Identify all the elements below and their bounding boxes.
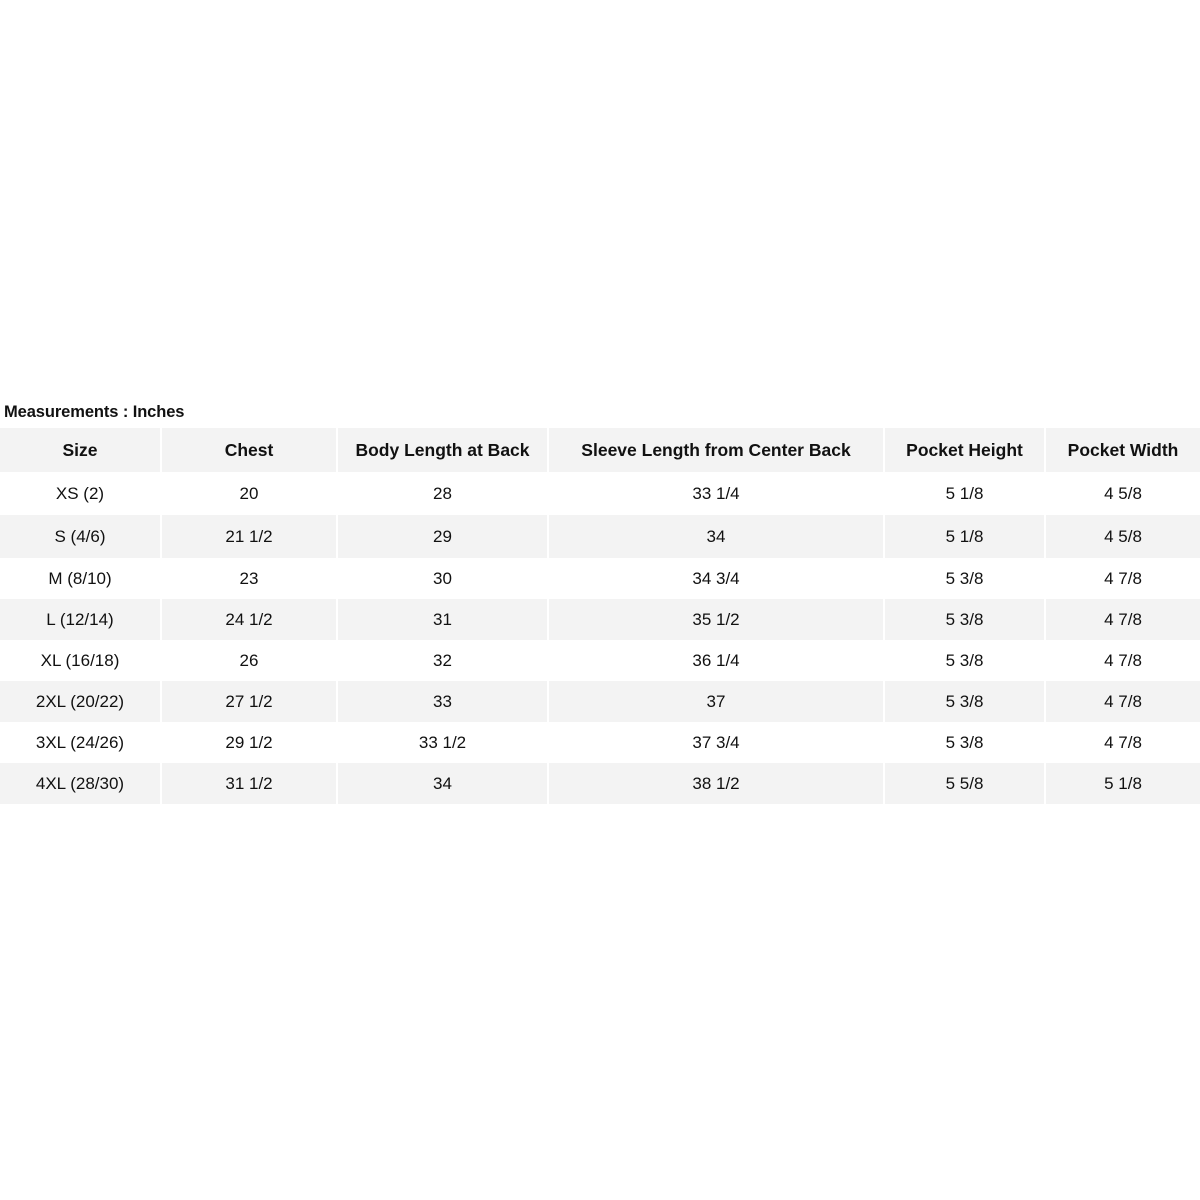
cell-pocket-height: 5 3/8 bbox=[885, 599, 1046, 640]
table-row bbox=[0, 599, 1200, 640]
cell-pocket-height: 5 1/8 bbox=[885, 472, 1046, 515]
cell-sleeve-length: 36 1/4 bbox=[549, 640, 885, 681]
column-header-chest: Chest bbox=[162, 428, 338, 472]
column-header-sleeve-length: Sleeve Length from Center Back bbox=[549, 428, 885, 472]
cell-size: L (12/14) bbox=[0, 599, 162, 640]
cell-body-length: 29 bbox=[338, 515, 549, 558]
cell-pocket-width: 4 7/8 bbox=[1046, 599, 1200, 640]
cell-body-length: 34 bbox=[338, 763, 549, 804]
cell-sleeve-length: 37 3/4 bbox=[549, 722, 885, 763]
cell-chest: 23 bbox=[162, 558, 338, 599]
cell-sleeve-length: 33 1/4 bbox=[549, 472, 885, 515]
cell-size: XS (2) bbox=[0, 472, 162, 515]
table-row bbox=[0, 681, 1200, 722]
cell-chest: 20 bbox=[162, 472, 338, 515]
cell-pocket-width: 4 7/8 bbox=[1046, 640, 1200, 681]
table-row bbox=[0, 722, 1200, 763]
cell-body-length: 28 bbox=[338, 472, 549, 515]
cell-pocket-width: 4 7/8 bbox=[1046, 681, 1200, 722]
cell-pocket-width: 4 7/8 bbox=[1046, 558, 1200, 599]
cell-sleeve-length: 35 1/2 bbox=[549, 599, 885, 640]
column-header-pocket-width: Pocket Width bbox=[1046, 428, 1200, 472]
cell-chest: 24 1/2 bbox=[162, 599, 338, 640]
cell-body-length: 33 1/2 bbox=[338, 722, 549, 763]
cell-sleeve-length: 34 bbox=[549, 515, 885, 558]
cell-pocket-height: 5 3/8 bbox=[885, 558, 1046, 599]
cell-sleeve-length: 37 bbox=[549, 681, 885, 722]
cell-chest: 31 1/2 bbox=[162, 763, 338, 804]
cell-sleeve-length: 34 3/4 bbox=[549, 558, 885, 599]
cell-pocket-height: 5 1/8 bbox=[885, 515, 1046, 558]
column-header-size: Size bbox=[0, 428, 162, 472]
cell-pocket-height: 5 3/8 bbox=[885, 681, 1046, 722]
cell-pocket-height: 5 3/8 bbox=[885, 640, 1046, 681]
cell-sleeve-length: 38 1/2 bbox=[549, 763, 885, 804]
cell-size: 4XL (28/30) bbox=[0, 763, 162, 804]
table-caption: Measurements : Inches bbox=[4, 403, 185, 421]
column-header-body-length: Body Length at Back bbox=[338, 428, 549, 472]
cell-body-length: 31 bbox=[338, 599, 549, 640]
cell-pocket-height: 5 3/8 bbox=[885, 722, 1046, 763]
cell-chest: 27 1/2 bbox=[162, 681, 338, 722]
cell-size: XL (16/18) bbox=[0, 640, 162, 681]
cell-pocket-width: 4 7/8 bbox=[1046, 722, 1200, 763]
cell-body-length: 33 bbox=[338, 681, 549, 722]
cell-chest: 29 1/2 bbox=[162, 722, 338, 763]
header-row bbox=[0, 428, 1200, 472]
table-row bbox=[0, 763, 1200, 804]
table-row bbox=[0, 558, 1200, 599]
cell-pocket-width: 4 5/8 bbox=[1046, 472, 1200, 515]
cell-size: 3XL (24/26) bbox=[0, 722, 162, 763]
column-header-pocket-height: Pocket Height bbox=[885, 428, 1046, 472]
cell-pocket-width: 5 1/8 bbox=[1046, 763, 1200, 804]
cell-pocket-width: 4 5/8 bbox=[1046, 515, 1200, 558]
cell-size: S (4/6) bbox=[0, 515, 162, 558]
table-row bbox=[0, 640, 1200, 681]
cell-size: 2XL (20/22) bbox=[0, 681, 162, 722]
table-row bbox=[0, 515, 1200, 558]
size-chart-table bbox=[0, 428, 1200, 804]
cell-chest: 26 bbox=[162, 640, 338, 681]
cell-pocket-height: 5 5/8 bbox=[885, 763, 1046, 804]
cell-size: M (8/10) bbox=[0, 558, 162, 599]
cell-body-length: 30 bbox=[338, 558, 549, 599]
cell-chest: 21 1/2 bbox=[162, 515, 338, 558]
cell-body-length: 32 bbox=[338, 640, 549, 681]
table-row bbox=[0, 472, 1200, 515]
